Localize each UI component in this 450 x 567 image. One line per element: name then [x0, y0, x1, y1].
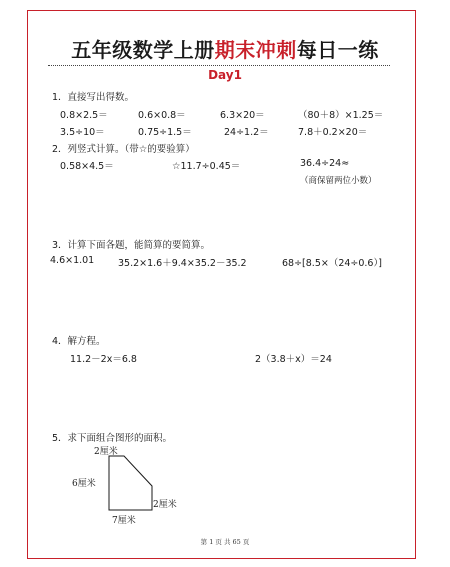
q1-item: 6.3×20＝ [220, 110, 265, 121]
title-highlight: 期末冲刺 [214, 38, 297, 62]
q3-heading: 3．计算下面各题，能简算的要简算。 [52, 240, 211, 251]
q4-heading: 4．解方程。 [52, 336, 106, 347]
q2-item: ☆11.7÷0.45＝ [172, 161, 241, 172]
q1-item: 3.5÷10＝ [60, 127, 105, 138]
q2-item: 0.58×4.5＝ [60, 161, 114, 172]
q2-item: 36.4÷24≈ [300, 158, 350, 169]
q1-item: 24÷1.2＝ [224, 127, 269, 138]
q1-heading: 1．直接写出得数。 [52, 92, 135, 103]
title-part1: 五年级数学上册 [71, 38, 215, 62]
label-right: 2厘米 [153, 500, 177, 510]
q5-heading: 5．求下面组合图形的面积。 [52, 433, 173, 444]
q1-item: 0.8×2.5＝ [60, 110, 108, 121]
q2-hint: （商保留两位小数） [300, 176, 377, 186]
label-bottom: 7厘米 [112, 516, 136, 526]
q4-item: 2（3.8＋x）＝24 [255, 354, 332, 365]
q3-item: 4.6×1.01 [50, 255, 95, 266]
title-part2: 每日一练 [296, 38, 379, 62]
q1-item: 0.6×0.8＝ [138, 110, 186, 121]
q4-item: 11.2－2x＝6.8 [70, 354, 137, 365]
day-label: Day1 [208, 68, 242, 82]
q1-item: 0.75÷1.5＝ [138, 127, 192, 138]
label-top: 2厘米 [94, 447, 118, 457]
q3-item: 35.2×1.6＋9.4×35.2－35.2 [118, 258, 247, 269]
composite-shape-figure [60, 440, 180, 528]
q1-item: （80＋8）×1.25＝ [298, 110, 384, 121]
q2-heading: 2．列竖式计算。（带☆的要验算） [52, 144, 195, 155]
label-left: 6厘米 [72, 479, 96, 489]
title-divider [48, 65, 390, 66]
page-footer: 第 1 页 共 65 页 [200, 538, 250, 546]
q3-item: 68÷[8.5×（24÷0.6）] [282, 258, 382, 269]
q1-item: 7.8＋0.2×20＝ [298, 127, 368, 138]
page-title [0, 34, 450, 63]
trapezoid-shape [109, 456, 152, 510]
